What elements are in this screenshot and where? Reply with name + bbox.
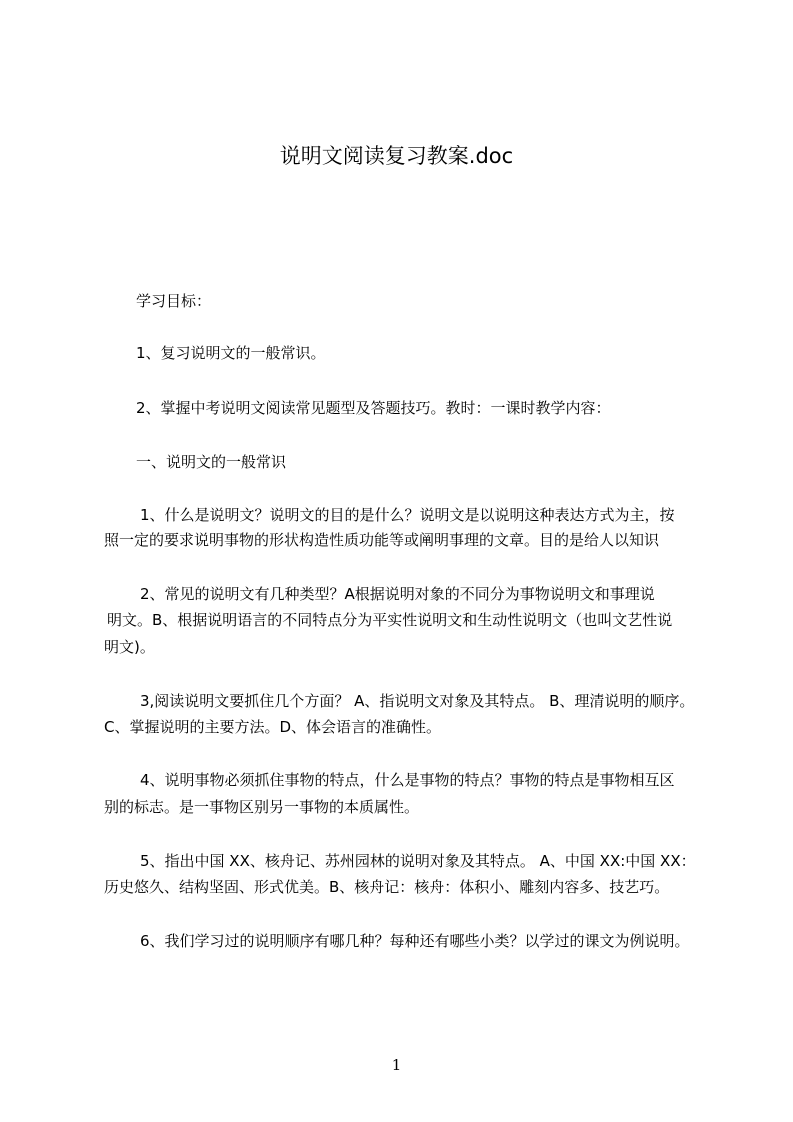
paragraph-line: C、掌握说明的主要方法。D、体会语言的准确性。 [104,718,442,736]
paragraph-line: 3,阅读说明文要抓住几个方面？ A、指说明文对象及其特点。 B、理清说明的顺序。 [140,692,695,710]
paragraph-line: 明文)。 [104,638,155,656]
paragraph-line: 2、常见的说明文有几种类型？A根据说明对象的不同分为事物说明文和事理说 [140,585,655,603]
paragraph-line: 明文。B、根据说明语言的不同特点分为平实性说明文和生动性说明文（也叫文艺性说 [107,611,673,629]
paragraph-line: 2、掌握中考说明文阅读常见题型及答题技巧。教时：一课时教学内容： [136,399,611,417]
paragraph-line: 照一定的要求说明事物的形状构造性质功能等或阐明事理的文章。目的是给人以知识 [104,531,660,549]
paragraph-line: 学习目标： [136,292,212,310]
paragraph-line: 6、我们学习过的说明顺序有哪几种？每种还有哪些小类？以学过的课文为例说明。 [140,932,690,950]
paragraph-line: 1、什么是说明文？说明文的目的是什么？说明文是以说明这种表达方式为主，按 [140,506,675,524]
document-title: 说明文阅读复习教案.doc [279,144,514,168]
paragraph-line: 1、复习说明文的一般常识。 [136,344,326,362]
paragraph-line: 4、说明事物必须抓住事物的特点，什么是事物的特点？事物的特点是事物相互区 [140,771,675,789]
paragraph-line: 历史悠久、结构坚固、形式优美。B、核舟记：核舟：体积小、雕刻内容多、技艺巧。 [104,878,670,896]
section-heading: 一、说明文的一般常识 [136,453,287,471]
page-number: 1 [391,1056,402,1074]
paragraph-line: 别的标志。是一事物区别另一事物的本质属性。 [104,798,420,816]
paragraph-line: 5、指出中国 XX、核舟记、苏州园林的说明对象及其特点。 A、中国 XX:中国 XX： [140,852,696,870]
